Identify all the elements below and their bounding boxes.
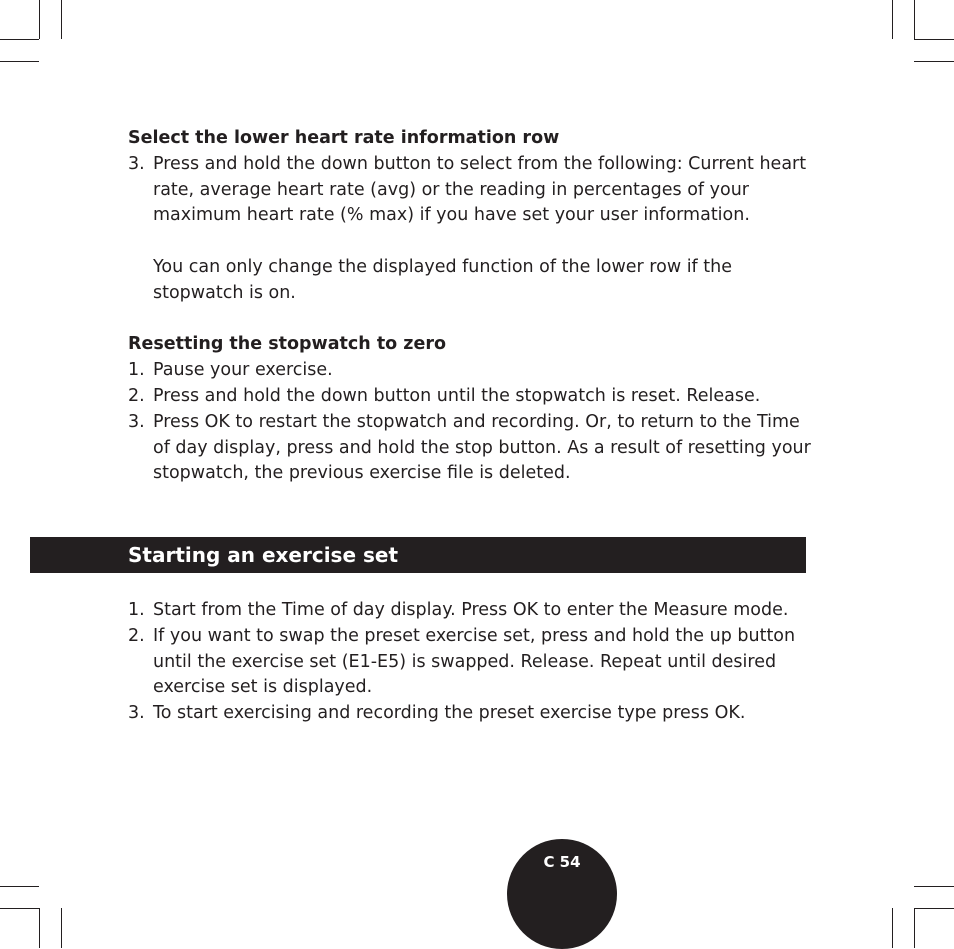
page-number: C 54 [543,853,581,871]
step-list [128,358,818,487]
crop-mark [0,886,39,887]
crop-mark [61,908,62,948]
section-title-bar [30,537,806,573]
item-text: Press and hold the down button to select from the following: Current heart rate, average heart rate (avg) or the reading in percentages of your maximum heart rate (% max) if you have set your user information. [153,153,807,226]
crop-mark [914,61,954,62]
section-heading: Resetting the stopwatch to zero [128,334,447,355]
item-note: You can only change the displayed function of the lower row if the stopwatch is on. [153,256,732,303]
crop-mark [914,908,915,948]
section-heading: Select the lower heart rate information row [128,128,560,148]
item-number: 1. [128,600,145,620]
page-number-badge [507,839,617,949]
list-item [128,410,818,487]
list-item [128,598,828,624]
crop-mark [914,39,954,40]
crop-mark [0,908,39,909]
item-number: 3. [128,411,145,432]
item-number: 3. [128,703,145,724]
item-text: To start exercising and recording the preset exercise type press OK. [153,703,746,724]
item-number: 2. [128,385,145,406]
list-item [128,384,818,410]
crop-mark [39,0,40,39]
step-list [128,152,818,307]
item-text: If you want to swap the preset exercise set, press and hold the up button until the exercise set (E1-E5) is swapped. Release. Repeat until desired exercise set is displayed. [153,625,796,698]
section-title: Starting an exercise set [128,543,399,567]
crop-mark [914,908,954,909]
step-list [128,598,828,727]
crop-mark [0,39,39,40]
item-text: Start from the Time of day display. Press OK to enter the Measure mode. [153,600,789,620]
item-number: 2. [128,625,145,646]
crop-mark [0,61,39,62]
crop-mark [892,908,893,948]
crop-mark [914,886,954,887]
item-text: Press and hold the down button until the stopwatch is reset. Release. [153,385,761,406]
item-number: 1. [128,360,145,381]
list-item [128,624,828,701]
list-item [128,358,818,384]
exercise-set-content [128,598,828,727]
crop-mark [892,0,893,39]
item-number: 3. [128,153,145,174]
item-text: Press OK to restart the stopwatch and recording. Or, to return to the Time of day display, press and hold the stop button. As a result of resetting your stopwatch, the previous exercise file is deleted. [153,411,811,484]
crop-mark [39,908,40,948]
list-item [128,152,818,307]
list-item [128,701,828,727]
crop-mark [61,0,62,39]
crop-mark [914,0,915,39]
main-content [128,126,818,487]
item-text: Pause your exercise. [153,360,333,381]
